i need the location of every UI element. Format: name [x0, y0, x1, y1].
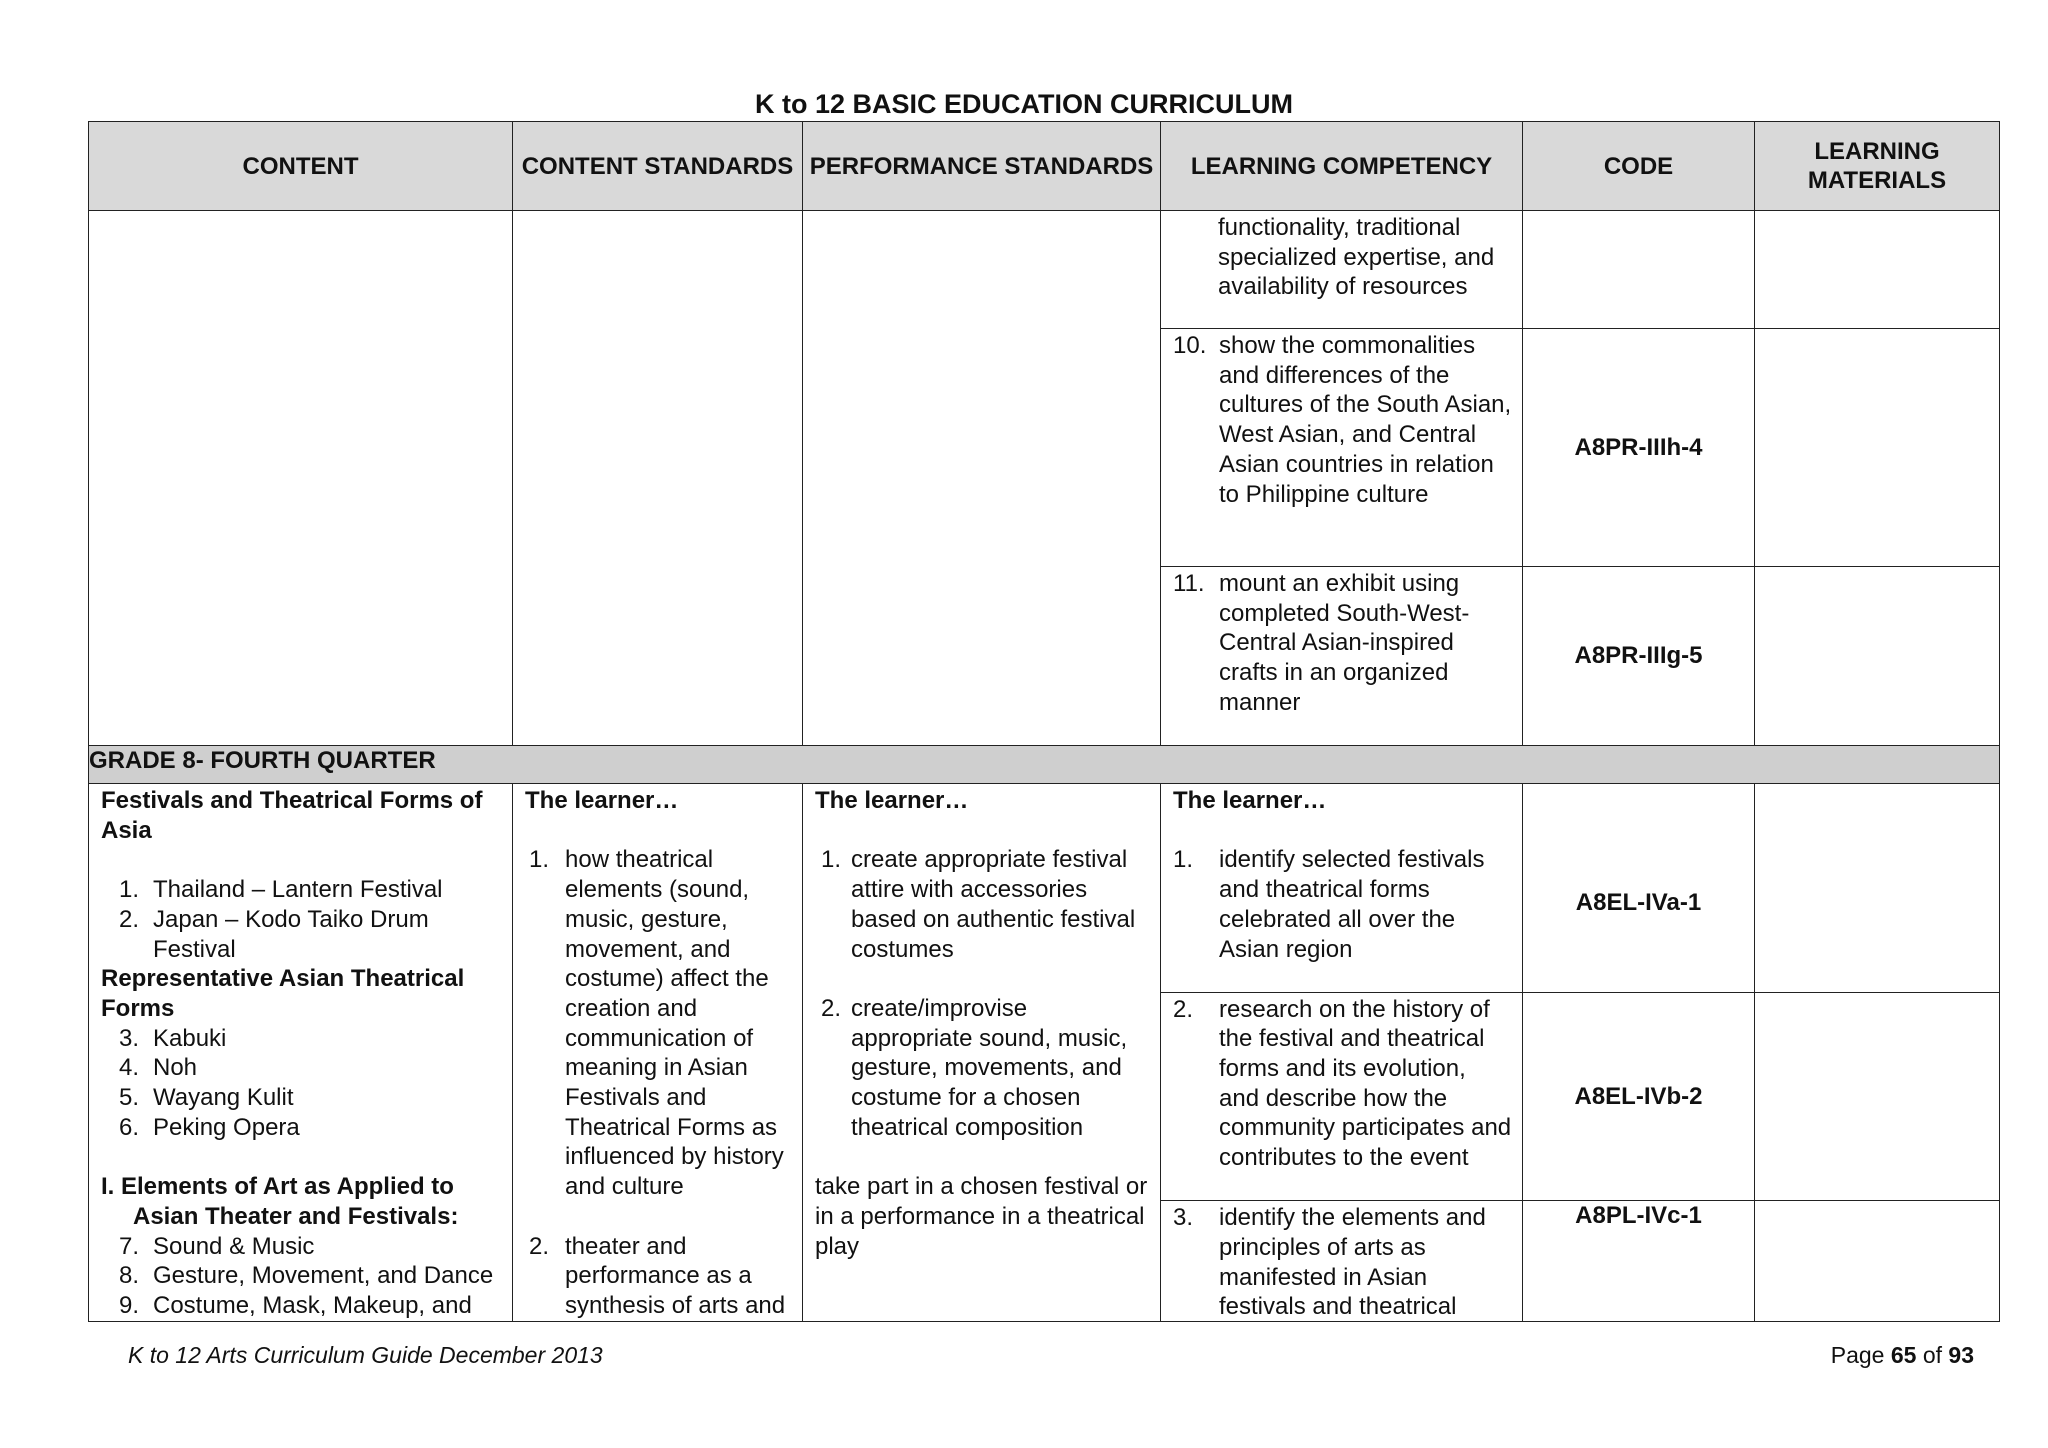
competency-number: 10. — [1173, 332, 1207, 359]
header-content: CONTENT — [89, 122, 513, 211]
performance-standards-cell — [803, 784, 1161, 1322]
empty-content-standards-cell — [513, 211, 803, 746]
competency-text: mount an exhibit using completed South-West-Central Asian-inspired crafts in an organized manner — [1219, 570, 1470, 716]
list-item: 6. Peking Opera — [119, 1113, 300, 1141]
content-cell — [89, 784, 513, 1322]
curriculum-table — [88, 121, 2000, 1322]
list-item: 2. Japan – Kodo Taiko Drum Festival — [119, 905, 429, 963]
list-item: 4. Noh — [119, 1054, 198, 1082]
grade-heading-row — [89, 746, 2000, 784]
competency-text: identify the elements and principles of arts as manifested in Asian festivals and theatrical — [1219, 1204, 1486, 1320]
competency-continued-text: functionality, traditional specialized expertise, and availability of resources — [1218, 214, 1495, 301]
competency-number: 2. — [1173, 995, 1194, 1023]
competency-11 — [1161, 567, 1523, 746]
empty-content-cell — [89, 211, 513, 746]
list-item: 7. Sound & Music — [119, 1232, 315, 1260]
materials-cell — [1755, 211, 2000, 329]
list-item: 1. create appropriate festival attire with accessories based on authentic festival costumes — [821, 846, 1136, 963]
footer-page-number: Page 65 of 93 — [1830, 1342, 1974, 1368]
code-cell: A8EL-IVb-2 — [1523, 992, 1755, 1201]
code-cell: A8PR-IIIg-5 — [1523, 567, 1755, 746]
materials-cell — [1755, 567, 2000, 746]
competency-10 — [1161, 329, 1523, 567]
table-row — [89, 211, 2000, 329]
list-item: 1. Thailand – Lantern Festival — [119, 876, 443, 904]
table-row — [89, 784, 2000, 993]
performance-standards-lead: The learner… — [815, 787, 969, 814]
code-cell: A8PL-IVc-1 — [1523, 1201, 1755, 1321]
competency-2 — [1161, 992, 1523, 1201]
competency-1 — [1161, 784, 1523, 993]
content-standards-cell — [513, 784, 803, 1322]
page-title: K to 12 BASIC EDUCATION CURRICULUM — [755, 89, 1293, 119]
content-standards-lead: The learner… — [525, 787, 679, 814]
materials-cell — [1755, 329, 2000, 567]
list-item: 3. Kabuki — [119, 1024, 227, 1052]
competency-text: research on the history of the festival and theatrical forms and its evolution, and describe how the community participates and contributes to the event — [1219, 995, 1512, 1172]
competency-text: show the commonalities and differences of the cultures of the South Asian, West Asian, and Central Asian countries in relation to Philippine culture — [1219, 332, 1512, 508]
empty-performance-standards-cell — [803, 211, 1161, 746]
theatre-heading: Representative Asian Theatrical Forms — [101, 965, 465, 1022]
list-item: 2. theater and performance as a synthesis of arts and — [529, 1232, 786, 1319]
header-learning-competency: LEARNING COMPETENCY — [1161, 122, 1523, 211]
materials-cell — [1755, 784, 2000, 993]
list-item: 8. Gesture, Movement, and Dance — [119, 1262, 494, 1290]
grade-heading: GRADE 8- FOURTH QUARTER — [89, 746, 2000, 784]
header-learning-materials: LEARNING MATERIALS — [1755, 122, 2000, 211]
competency-3 — [1161, 1201, 1523, 1321]
competency-number: 11. — [1173, 570, 1205, 597]
footer-document-title: K to 12 Arts Curriculum Guide December 2013 — [128, 1342, 603, 1368]
code-cell: A8PR-IIIh-4 — [1523, 329, 1755, 567]
competency-lead: The learner… — [1173, 787, 1327, 814]
performance-closing: take part in a chosen festival or in a performance in a theatrical play — [815, 1173, 1148, 1260]
competency-text: identify selected festivals and theatrical forms celebrated all over the Asian region — [1219, 846, 1485, 963]
materials-cell — [1755, 1201, 2000, 1321]
list-item: 5. Wayang Kulit — [119, 1084, 294, 1112]
competency-number: 3. — [1173, 1204, 1194, 1232]
header-code: CODE — [1523, 122, 1755, 211]
header-performance-standards: PERFORMANCE STANDARDS — [803, 122, 1161, 211]
materials-cell — [1755, 992, 2000, 1201]
elements-heading: I. Elements of Art as Applied to Asian Theater and Festivals: — [101, 1173, 459, 1230]
content-heading: Festivals and Theatrical Forms of Asia — [101, 787, 483, 844]
competency-continued — [1161, 211, 1523, 329]
list-item: 2. create/improvise appropriate sound, music, gesture, movements, and costume for a chosen theatrical composition — [821, 994, 1128, 1141]
list-item: 1. how theatrical elements (sound, music, gesture, movement, and costume) affect the creation and communication of meaning in Asian Festivals and Theatrical Forms as influenced by history and culture — [529, 846, 784, 1201]
competency-number: 1. — [1173, 846, 1194, 874]
code-cell — [1523, 211, 1755, 329]
list-item: 9. Costume, Mask, Makeup, and — [119, 1291, 472, 1319]
code-cell: A8EL-IVa-1 — [1523, 784, 1755, 993]
header-row — [89, 122, 2000, 211]
header-content-standards: CONTENT STANDARDS — [513, 122, 803, 211]
